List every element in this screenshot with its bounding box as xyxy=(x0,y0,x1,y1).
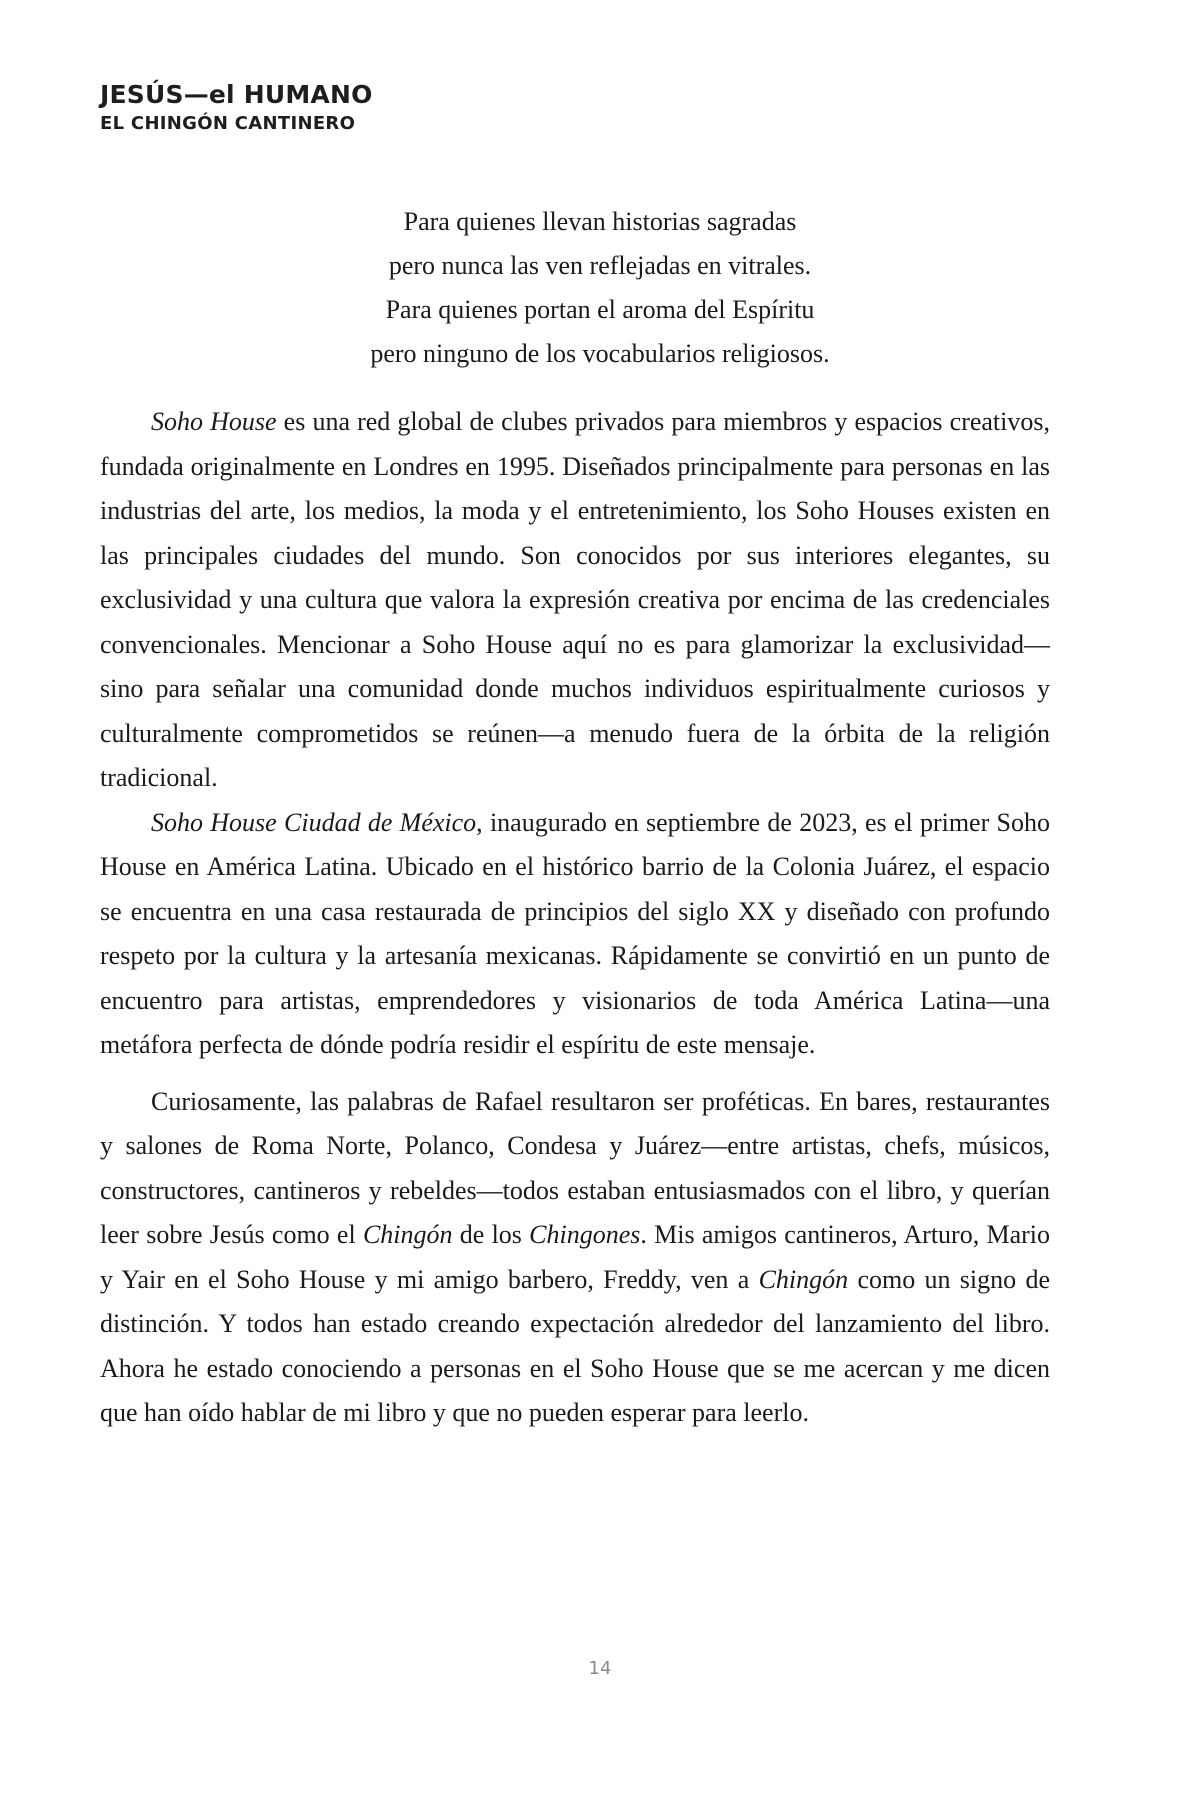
paragraph-soho-house xyxy=(100,400,1050,801)
paragraph-soho-house-mexico xyxy=(100,801,1050,1068)
paragraph-curiosamente xyxy=(100,1080,1050,1436)
epigraph-line: pero nunca las ven reflejadas en vitrales. xyxy=(388,251,812,280)
book-title: JESÚS—el HUMANO xyxy=(100,80,373,109)
paragraph-text: , inaugurado en septiembre de 2023, es el primer Soho House en América Latina. Ubicado en el histórico barrio de la Colonia Juárez, el espacio se encuentra en una casa restaurada de principios del siglo XX y diseñado con profundo respeto por la cultura y la artesanía mexicanas. Rápidamente se convirtió en un punto de encuentro para artistas, emprendedores y visionarios de toda América Latina—una metáfora perfecta de dónde podría residir el espíritu de este mensaje. xyxy=(100,807,1050,1059)
paragraph-text: Curiosamente, las palabras de Rafael resultaron ser proféticas. En bares, restaurantes y salones de Roma Norte, Polanco, Condesa y Juárez—entre artistas, chefs, músicos, constructores, cantineros y rebeldes—todos estaban entusiasmados con el libro, y querían leer sobre Jesús como el xyxy=(100,1086,1050,1249)
italic-term: Chingón xyxy=(362,1220,453,1249)
italic-term: Chingones xyxy=(529,1220,641,1249)
epigraph-line: Para quienes llevan historias sagradas xyxy=(403,207,797,236)
italic-term: Soho House Ciudad de México xyxy=(151,807,477,837)
body-text xyxy=(100,400,1050,1436)
page-number: 14 xyxy=(588,1658,612,1679)
paragraph-text: como un signo de distinción. Y todos han estado creando expectación alrededor del lanzamiento del libro. Ahora he estado conociendo a personas en el Soho House que se me acercan y me dicen que han oído hablar de mi libro y que no pueden esperar para leerlo. xyxy=(100,1264,1050,1427)
epigraph xyxy=(100,200,1100,376)
chapter-title: EL CHINGÓN CANTINERO xyxy=(100,113,356,134)
italic-term: Soho House xyxy=(151,407,277,436)
epigraph-line: pero ninguno de los vocabularios religiosos. xyxy=(370,339,830,368)
paragraph-text: es una red global de clubes privados para miembros y espacios creativos, fundada originalmente en Londres en 1995. Diseñados principalmente para personas en las industrias del arte, los medios, la moda y el entretenimiento, los Soho Houses existen en las principales ciudades del mundo. Son conocidos por sus interiores elegantes, su exclusividad y una cultura que valora la expresión creativa por encima de las credenciales convencionales. Mencionar a Soho House aquí no es para glamorizar la exclusividad—sino para señalar una comunidad donde muchos individuos espiritualmente curiosos y culturalmente comprometidos se reúnen—a menudo fuera de la órbita de la religión tradicional. xyxy=(100,407,1050,792)
paragraph-text: . Mis amigos cantineros, Arturo, Mario y Yair en el Soho House y mi amigo barbero, Freddy, ven a xyxy=(100,1220,1050,1294)
paragraph-text: de los xyxy=(452,1220,530,1249)
epigraph-line: Para quienes portan el aroma del Espíritu xyxy=(385,295,815,324)
running-header xyxy=(100,78,373,136)
italic-term: Chingón xyxy=(758,1264,849,1294)
